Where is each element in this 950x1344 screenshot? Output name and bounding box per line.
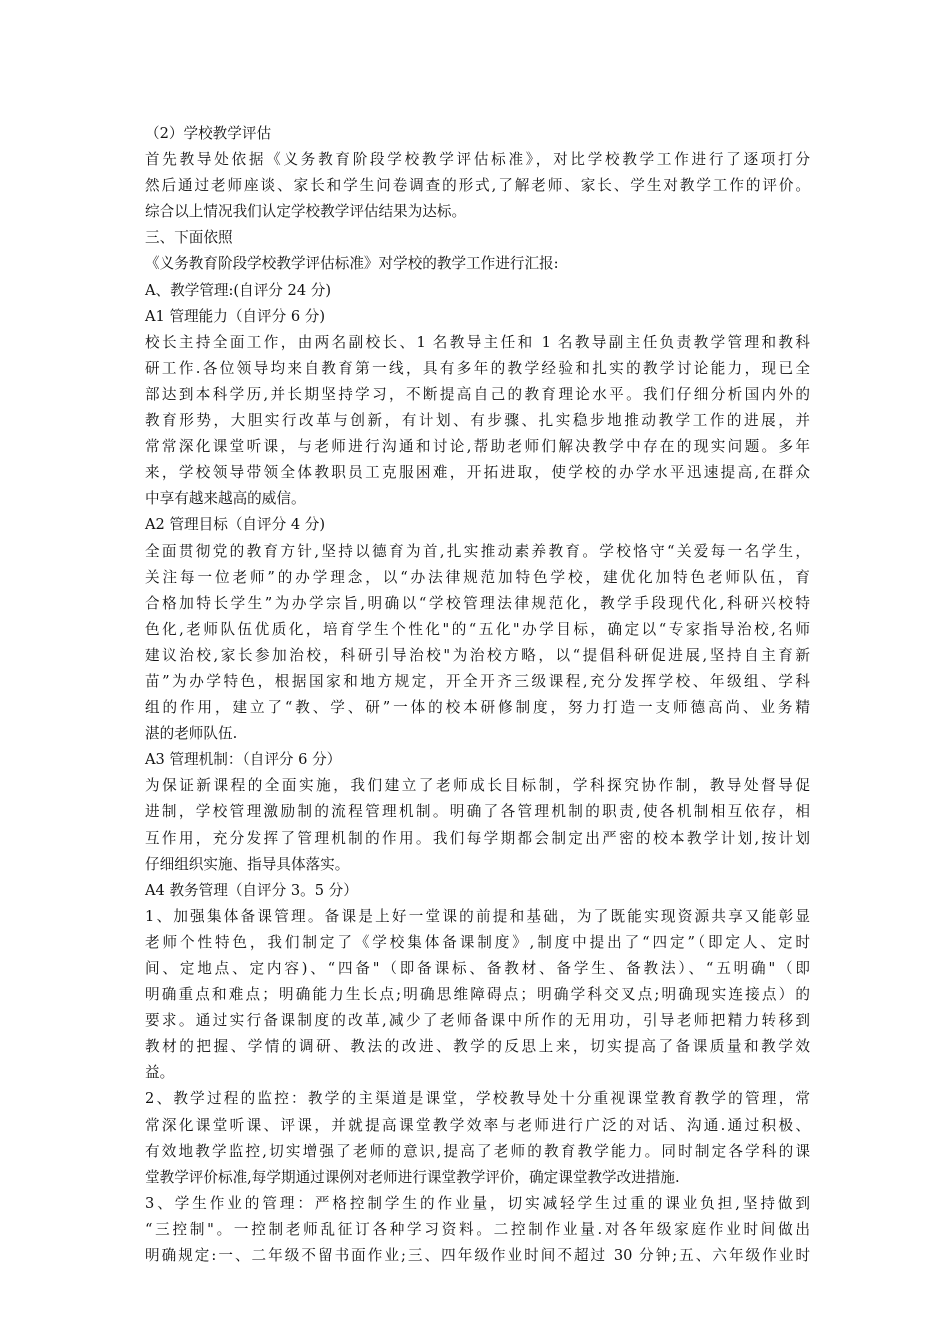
text-line: 合格加特长学生”为办学宗旨,明确以“学校管理法律规范化，教学手段现代化,科研兴校特 (145, 594, 810, 612)
text-line: 综合以上情况我们认定学校教学评估结果为达标。 (145, 203, 467, 221)
text-line: 3、学生作业的管理：严格控制学生的作业量，切实减轻学生过重的课业负担,坚持做到 (145, 1194, 810, 1212)
text-line: A1 管理能力（自评分 6 分) (145, 307, 326, 325)
text-line: “三控制"。一控制老师乱征订各种学习资料。二控制作业量.对各年级家庭作业时间做出 (145, 1220, 810, 1238)
text-line: 教材的把握、学情的调研、教法的改进、教学的反思上来，切实提高了备课质量和教学效 (145, 1038, 810, 1056)
text-line: （2）学校教学评估 (145, 125, 272, 142)
text-line: 常常深化课堂听课，与老师进行沟通和讨论,帮助老师们解决教学中存在的现实问题。多年 (145, 438, 810, 456)
text-line: 部达到本科学历,并长期坚持学习，不断提高自己的教育理论水平。我们仔细分析国内外的 (145, 385, 810, 403)
text-line: 互作用，充分发挥了管理机制的作用。我们每学期都会制定出严密的校本教学计划,按计划 (145, 829, 810, 847)
text-line: 湛的老师队伍. (145, 725, 238, 743)
text-line: 进制，学校管理激励制的流程管理机制。明确了各管理机制的职责,使各机制相互依存，相 (145, 803, 810, 821)
text-line: A3 管理机制：（自评分 6 分） (145, 751, 342, 769)
text-line: 建议治校,家长参加治校，科研引导治校"为治校方略，以“提倡科研促进展,坚持自主育新 (145, 646, 810, 664)
text-line: 常深化课堂听课、评课，并就提高课堂教学效率与老师进行广泛的对话、沟通.通过积极、 (145, 1116, 810, 1134)
text-line: A2 管理目标（自评分 4 分) (145, 516, 326, 534)
text-line: 三、下面依照 (145, 229, 233, 247)
text-line: 全面贯彻党的教育方针,坚持以德育为首,扎实推动素养教育。学校恪守“关爱每一名学生， (145, 542, 810, 560)
document-page (145, 121, 810, 1269)
text-line: 要求。通过实行备课制度的改革,减少了老师备课中所作的无用功，引导老师把精力转移到 (145, 1012, 810, 1030)
text-line: 组的作用，建立了“教、学、研”一体的校本研修制度，努力打造一支师德高尚、业务精 (145, 699, 810, 717)
text-line: 仔细组织实施、指导具体落实。 (145, 855, 350, 873)
text-line: 教育形势，大胆实行改革与创新，有计划、有步骤、扎实稳步地推动教学工作的进展，并 (145, 412, 810, 430)
text-line: 明确规定:一、二年级不留书面作业;三、四年级作业时间不超过 30 分钟;五、六年级作业时 (145, 1247, 810, 1265)
text-line: 苗”为办学特色，根据国家和地方规定，开全开齐三级课程,充分发挥学校、年级组、学科 (145, 672, 810, 690)
text-line: 关注每一位老师”的办学理念，以“办法律规范加特色学校，建优化加特色老师队伍，育 (145, 568, 810, 586)
text-line: 益。 (145, 1064, 175, 1082)
text-line: 色化,老师队伍优质化，培育学生个性化"的“五化"办学目标，确定以“专家指导治校,名师 (145, 620, 810, 638)
text-line: 首先教导处依据《义务教育阶段学校教学评估标准》，对比学校教学工作进行了逐项打分 (145, 151, 810, 169)
text-line: 有效地教学监控,切实增强了老师的意识,提高了老师的教育教学能力。同时制定各学科的课 (145, 1142, 810, 1160)
text-line: 研工作.各位领导均来自教育第一线，具有多年的教学经验和扎实的教学讨论能力，现已全 (145, 359, 810, 377)
text-line: 中享有越来越高的威信。 (145, 490, 306, 508)
text-line: 为保证新课程的全面实施，我们建立了老师成长目标制，学科探究协作制，教导处督导促 (145, 777, 810, 795)
text-line: 老师个性特色，我们制定了《学校集体备课制度》,制度中提出了“四定”（即定人、定时 (145, 933, 810, 951)
text-line: 来，学校领导带领全体教职员工克服困难，开拓进取，使学校的办学水平迅速提高,在群众 (145, 464, 810, 482)
text-line: 明确重点和难点；明确能力生长点;明确思维障碍点；明确学科交叉点;明确现实连接点）的 (145, 986, 810, 1004)
text-line: 堂教学评价标准,每学期通过课例对老师进行课堂教学评价，确定课堂教学改进措施. (145, 1168, 680, 1186)
text-line: 间、定地点、定内容)、“四备"（即备课标、备教材、备学生、备教法）、“五明确"（即 (145, 960, 810, 977)
text-line: 1、加强集体备课管理。备课是上好一堂课的前提和基础，为了既能实现资源共享又能彰显 (145, 907, 810, 925)
text-line: 校长主持全面工作，由两名副校长、1 名教导主任和 1 名教导副主任负责教学管理和教科 (145, 333, 810, 351)
text-line: A、教学管理:(自评分 24 分) (145, 281, 332, 299)
text-line: 《义务教育阶段学校教学评估标准》对学校的教学工作进行汇报: (145, 255, 559, 273)
text-line: 2、教学过程的监控：教学的主渠道是课堂，学校教导处十分重视课堂教育教学的管理，常 (145, 1090, 810, 1108)
text-line: 然后通过老师座谈、家长和学生问卷调查的形式,了解老师、家长、学生对教学工作的评价。 (145, 177, 810, 195)
text-line: A4 教务管理（自评分 3。5 分） (145, 881, 358, 899)
